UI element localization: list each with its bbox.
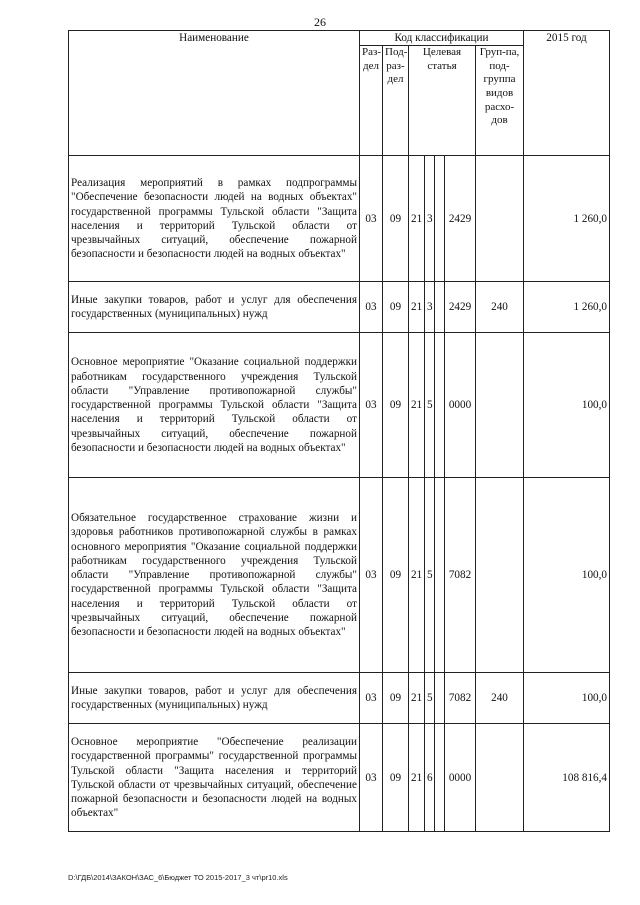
row-target-program: 21	[409, 333, 425, 478]
table-row	[69, 282, 610, 333]
row-target-program: 21	[409, 156, 425, 282]
row-target-direction: 7082	[445, 478, 476, 673]
row-name: Иные закупки товаров, работ и услуг для обеспечения государственных (муниципальных) нужд	[69, 282, 360, 333]
row-razdel: 03	[360, 333, 383, 478]
row-expense-type	[476, 724, 524, 832]
row-podrazdel: 09	[383, 333, 409, 478]
row-target-subprogram: 5	[425, 478, 435, 673]
row-target-direction: 2429	[445, 156, 476, 282]
row-amount: 100,0	[524, 478, 610, 673]
row-razdel: 03	[360, 156, 383, 282]
row-target-program: 21	[409, 478, 425, 673]
row-expense-type: 240	[476, 673, 524, 724]
row-target-reserve	[435, 282, 445, 333]
row-target-subprogram: 6	[425, 724, 435, 832]
row-name: Основное мероприятие "Обеспечение реализации государственной программы" государственной программы Тульской области "Защита населения и территорий Тульской области от чрезвычайных ситуаций, обеспечение пожарной безопасности и безопасности людей на водных объектах"	[69, 724, 360, 832]
row-amount: 1 260,0	[524, 156, 610, 282]
row-expense-type: 240	[476, 282, 524, 333]
row-target-reserve	[435, 724, 445, 832]
row-amount: 100,0	[524, 333, 610, 478]
row-razdel: 03	[360, 724, 383, 832]
table-row	[69, 673, 610, 724]
row-target-subprogram: 3	[425, 282, 435, 333]
row-target-program: 21	[409, 673, 425, 724]
row-target-subprogram: 3	[425, 156, 435, 282]
row-target-reserve	[435, 333, 445, 478]
header-podrazdel	[383, 46, 409, 156]
row-name: Иные закупки товаров, работ и услуг для обеспечения государственных (муниципальных) нужд	[69, 673, 360, 724]
row-expense-type	[476, 156, 524, 282]
row-name: Обязательное государственное страхование жизни и здоровья работников противопожарной службы в рамках основного мероприятия "Оказание социальной поддержки работникам государственного учреждения Тульской области "Управление противопожарной службы" государственной программы Тульской области "Защита населения и территорий Тульской области от чрезвычайных ситуаций, обеспечение пожарной безопасности и безопасности людей на водных объектах"	[69, 478, 360, 673]
row-target-direction: 0000	[445, 333, 476, 478]
row-expense-type	[476, 333, 524, 478]
table-row	[69, 478, 610, 673]
row-target-direction: 2429	[445, 282, 476, 333]
header-vid: Груп-па, под-группа видов расхо-дов	[476, 46, 524, 156]
footer-file-path: D:\ГДБ\2014\ЗАКОН\ЗАС_6\Бюджет ТО 2015-2017_3 чт\pr10.xls	[68, 873, 288, 882]
row-podrazdel: 09	[383, 673, 409, 724]
header-podrazdel-label: Под-раз-дел	[385, 46, 408, 86]
header-classification: Код классификации	[360, 31, 524, 46]
row-podrazdel: 09	[383, 156, 409, 282]
page-number: 26	[314, 15, 326, 29]
row-amount: 100,0	[524, 673, 610, 724]
row-razdel: 03	[360, 478, 383, 673]
row-target-program: 21	[409, 724, 425, 832]
header-target: Целевая статья	[409, 46, 476, 156]
row-podrazdel: 09	[383, 724, 409, 832]
row-target-direction: 0000	[445, 724, 476, 832]
row-razdel: 03	[360, 673, 383, 724]
row-razdel: 03	[360, 282, 383, 333]
row-podrazdel: 09	[383, 282, 409, 333]
table-row	[69, 156, 610, 282]
row-target-reserve	[435, 478, 445, 673]
table-row	[69, 333, 610, 478]
row-name: Реализация мероприятий в рамках подпрограммы "Обеспечение безопасности людей на водных объектах" государственной программы Тульской области "Защита населения и территорий Тульской области от чрезвычайных ситуаций, обеспечение пожарной безопасности и безопасности людей на водных объектах"	[69, 156, 360, 282]
header-razdel-label: Раз-дел	[362, 46, 382, 72]
row-amount: 1 260,0	[524, 282, 610, 333]
row-target-subprogram: 5	[425, 673, 435, 724]
row-target-program: 21	[409, 282, 425, 333]
row-name: Основное мероприятие "Оказание социальной поддержки работникам государственного учреждения Тульской области "Управление противопожарной службы" государственной программы Тульской области "Защита населения и территорий Тульской области от чрезвычайных ситуаций, обеспечение пожарной безопасности и безопасности людей на водных объектах"	[69, 333, 360, 478]
table-header	[69, 31, 610, 156]
header-razdel	[360, 46, 383, 156]
row-expense-type	[476, 478, 524, 673]
row-target-reserve	[435, 673, 445, 724]
row-target-direction: 7082	[445, 673, 476, 724]
budget-table	[68, 30, 610, 832]
row-podrazdel: 09	[383, 478, 409, 673]
header-year: 2015 год	[524, 31, 610, 156]
row-amount: 108 816,4	[524, 724, 610, 832]
table-row	[69, 724, 610, 832]
row-target-subprogram: 5	[425, 333, 435, 478]
header-name: Наименование	[69, 31, 360, 156]
row-target-reserve	[435, 156, 445, 282]
table-body	[69, 156, 610, 832]
